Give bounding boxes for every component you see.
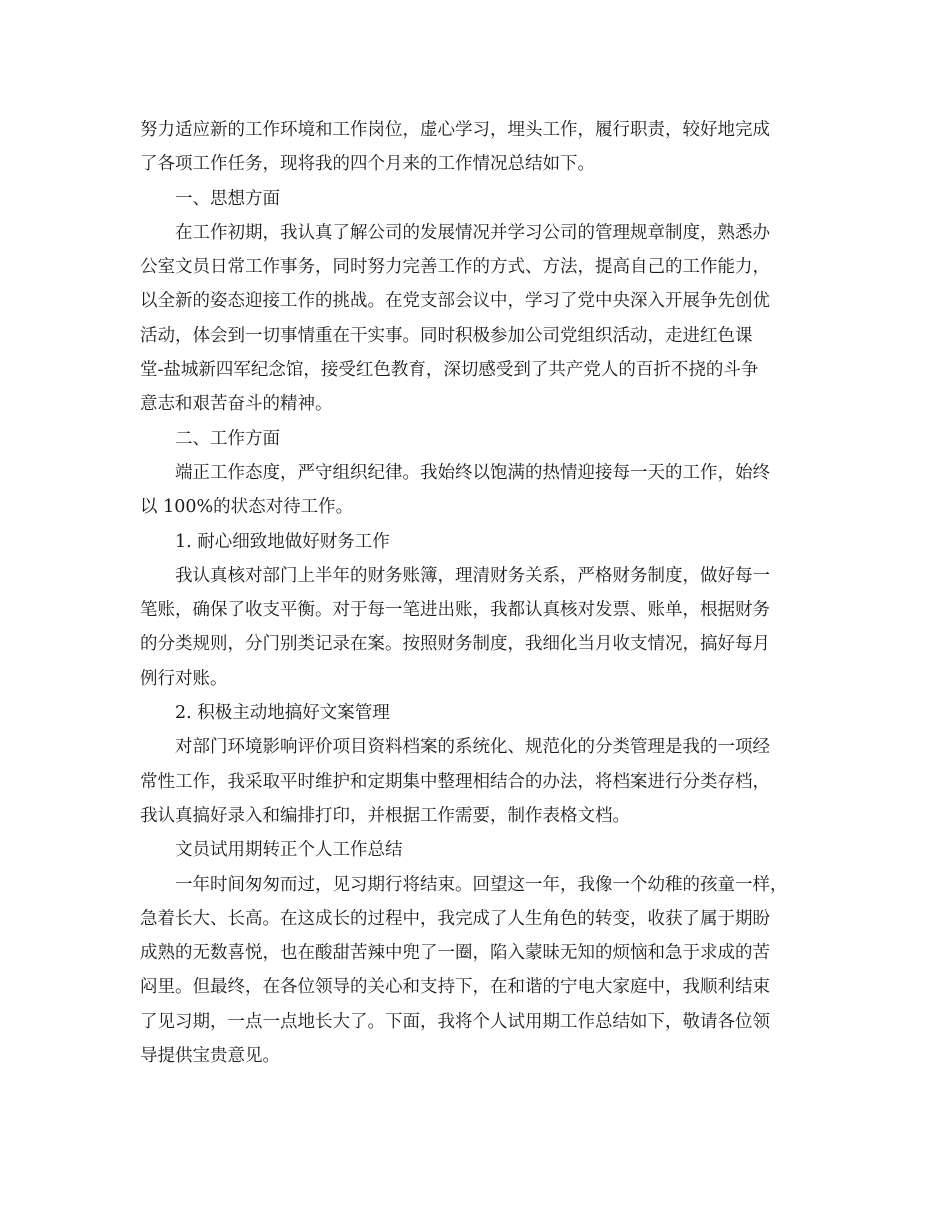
text-line: 急着长大、长高。在这成长的过程中，我完成了人生角色的转变，收获了属于期盼 xyxy=(140,908,770,929)
subsection-heading: 2. 积极主动地搞好文案管理 xyxy=(175,703,390,724)
text-line: 在工作初期，我认真了解公司的发展情况并学习公司的管理规章制度，熟悉办 xyxy=(175,222,770,243)
text-line: 成熟的无数喜悦，也在酸甜苦辣中兜了一圈，陷入蒙昧无知的烦恼和急于求成的苦 xyxy=(140,943,770,964)
text-line: 闷里。但最终，在各位领导的关心和支持下，在和谐的宁电大家庭中，我顺利结束 xyxy=(140,977,770,998)
text-line: 了见习期，一点一点地长大了。下面，我将个人试用期工作总结如下，敬请各位领 xyxy=(140,1011,770,1032)
text-line: 活动，体会到一切事情重在干实事。同时积极参加公司党组织活动，走进红色课 xyxy=(140,325,753,346)
text-line: 的分类规则，分门别类记录在案。按照财务制度，我细化当月收支情况，搞好每月 xyxy=(140,634,770,655)
text-line: 我认真搞好录入和编排打印，并根据工作需要，制作表格文档。 xyxy=(140,805,630,826)
text-line: 努力适应新的工作环境和工作岗位，虚心学习，埋头工作，履行职责，较好地完成 xyxy=(140,120,770,140)
text-line: 一年时间匆匆而过，见习期行将结束。回望这一年，我像一个幼稚的孩童一样， xyxy=(175,874,788,895)
text-line: 例行对账。 xyxy=(140,668,228,689)
text-line: 意志和艰苦奋斗的精神。 xyxy=(140,394,333,415)
section-heading: 一、思想方面 xyxy=(175,188,280,209)
section-heading: 二、工作方面 xyxy=(175,428,280,449)
document-body xyxy=(140,113,828,1073)
text-line: 导提供宝贵意见。 xyxy=(140,1046,280,1067)
text-line: 我认真核对部门上半年的财务账簿，理清财务关系，严格财务制度，做好每一 xyxy=(175,565,770,586)
subsection-heading: 1. 耐心细致地做好财务工作 xyxy=(175,531,390,552)
text-line: 了各项工作任务，现将我的四个月来的工作情况总结如下。 xyxy=(140,154,595,175)
text-line: 以全新的姿态迎接工作的挑战。在党支部会议中，学习了党中央深入开展争先创优 xyxy=(140,291,770,312)
text-line: 端正工作态度，严守组织纪律。我始终以饱满的热情迎接每一天的工作，始终 xyxy=(175,462,770,483)
text-line: 堂-盐城新四军纪念馆，接受红色教育，深切感受到了共产党人的百折不挠的斗争 xyxy=(140,360,759,381)
text-line: 以 100%的状态对待工作。 xyxy=(140,497,354,518)
article-title: 文员试用期转正个人工作总结 xyxy=(175,840,403,861)
text-line: 常性工作，我采取平时维护和定期集中整理相结合的办法，将档案进行分类存档， xyxy=(140,771,770,792)
text-line: 公室文员日常工作事务，同时努力完善工作的方式、方法，提高自己的工作能力， xyxy=(140,257,770,278)
text-line: 对部门环境影响评价项目资料档案的系统化、规范化的分类管理是我的一项经 xyxy=(175,737,770,758)
text-line: 笔账，确保了收支平衡。对于每一笔进出账，我都认真核对发票、账单，根据财务 xyxy=(140,600,770,621)
